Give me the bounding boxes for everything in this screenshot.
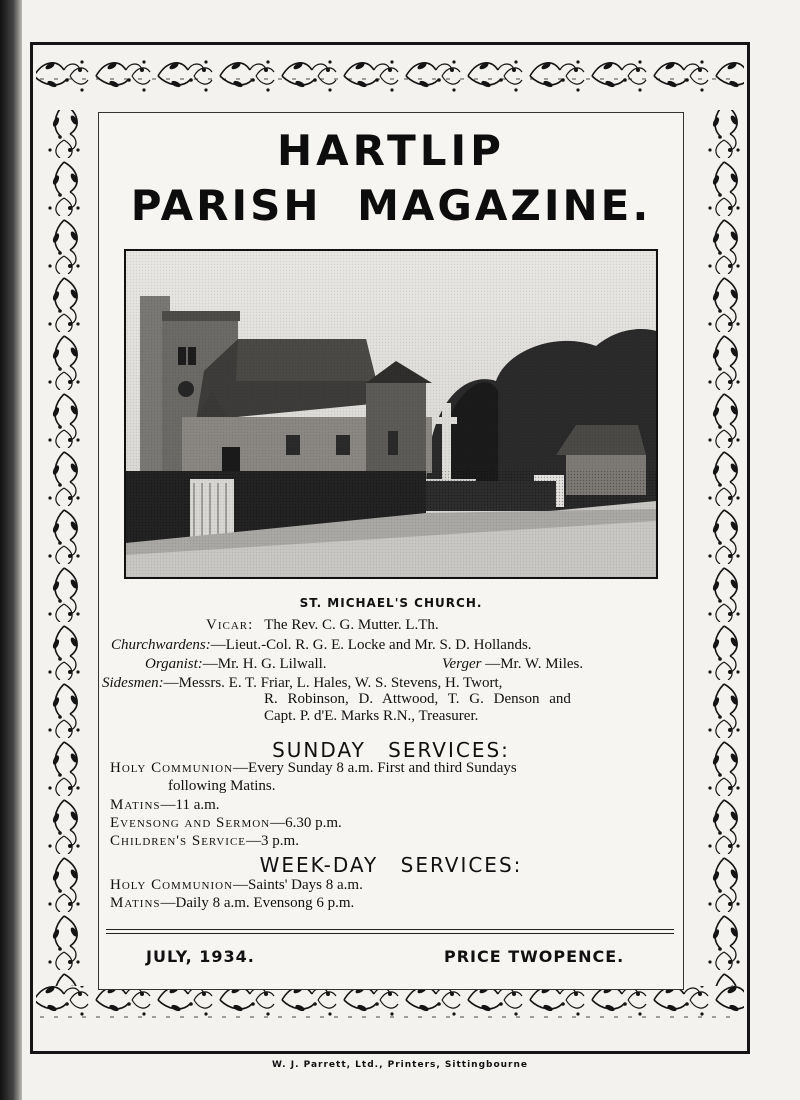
- organist-line: [145, 656, 327, 673]
- sunday-holy-communion-cont: following Matins.: [168, 778, 276, 794]
- weekday-matins-time: —Daily 8 a.m. Evensong 6 p.m.: [160, 895, 355, 911]
- magazine-title-line2: PARISH MAGAZINE.: [130, 181, 652, 230]
- sunday-holy-communion-label: Holy Communion: [110, 760, 234, 776]
- weekday-matins-label: Matins: [110, 895, 161, 911]
- printer-imprint: W. J. Parrett, Ltd., Printers, Sittingbourne: [271, 1060, 529, 1070]
- weekday-services-heading: WEEK-DAY SERVICES:: [259, 853, 523, 877]
- sunday-evensong-label: Evensong and Sermon: [110, 815, 271, 831]
- weekday-holy-communion-time: —Saints' Days 8 a.m.: [233, 877, 363, 893]
- footer-divider-top: [106, 929, 674, 930]
- sidesmen-label: Sidesmen:: [102, 675, 164, 691]
- magazine-title-line1: HARTLIP: [277, 126, 505, 175]
- issue-price: PRICE TWOPENCE.: [444, 947, 625, 966]
- sunday-holy-communion: [110, 760, 517, 777]
- sidesmen-names-1: —Messrs. E. T. Friar, L. Hales, W. S. Stevens, H. Twort,: [163, 675, 503, 691]
- sunday-childrens-service: [110, 833, 299, 850]
- churchwardens-names: —Lieut.-Col. R. G. E. Locke and Mr. S. D. Hollands.: [210, 637, 532, 653]
- weekday-matins: [110, 895, 354, 912]
- organist-label: Organist:: [145, 656, 203, 672]
- organist-name: —Mr. H. G. Lilwall.: [202, 656, 327, 672]
- sidesmen-line-2: R. Robinson, D. Attwood, T. G. Denson and: [264, 691, 571, 707]
- sunday-childrens-label: Children's Service: [110, 833, 247, 849]
- sunday-matins: [110, 797, 220, 814]
- weekday-holy-communion-label: Holy Communion: [110, 877, 234, 893]
- verger-label: Verger: [442, 656, 482, 672]
- issue-date: JULY, 1934.: [146, 947, 255, 966]
- book-spine-shadow: [0, 0, 22, 1100]
- vicar-line: [206, 617, 439, 634]
- vicar-label: Vicar:: [206, 617, 254, 633]
- sunday-childrens-time: —3 p.m.: [246, 833, 299, 849]
- sunday-evensong: [110, 815, 342, 832]
- church-photograph: [124, 249, 658, 579]
- vicar-name: The Rev. C. G. Mutter. L.Th.: [264, 617, 439, 633]
- sunday-holy-communion-time: —Every Sunday 8 a.m. First and third Sundays: [233, 760, 517, 776]
- sunday-matins-time: —11 a.m.: [160, 797, 220, 813]
- churchwardens-label: Churchwardens:: [111, 637, 211, 653]
- footer-divider-bottom: [106, 933, 674, 934]
- sunday-evensong-time: —6.30 p.m.: [270, 815, 342, 831]
- verger-name: —Mr. W. Miles.: [485, 656, 584, 672]
- sunday-services-heading: SUNDAY SERVICES:: [272, 738, 510, 762]
- sidesmen-line-3: Capt. P. d'E. Marks R.N., Treasurer.: [264, 708, 479, 724]
- churchwardens-line: [111, 637, 532, 654]
- church-name: ST. MICHAEL'S CHURCH.: [299, 596, 483, 610]
- sunday-matins-label: Matins: [110, 797, 161, 813]
- verger-line: [442, 656, 583, 673]
- weekday-holy-communion: [110, 877, 363, 894]
- sidesmen-line: [102, 675, 502, 692]
